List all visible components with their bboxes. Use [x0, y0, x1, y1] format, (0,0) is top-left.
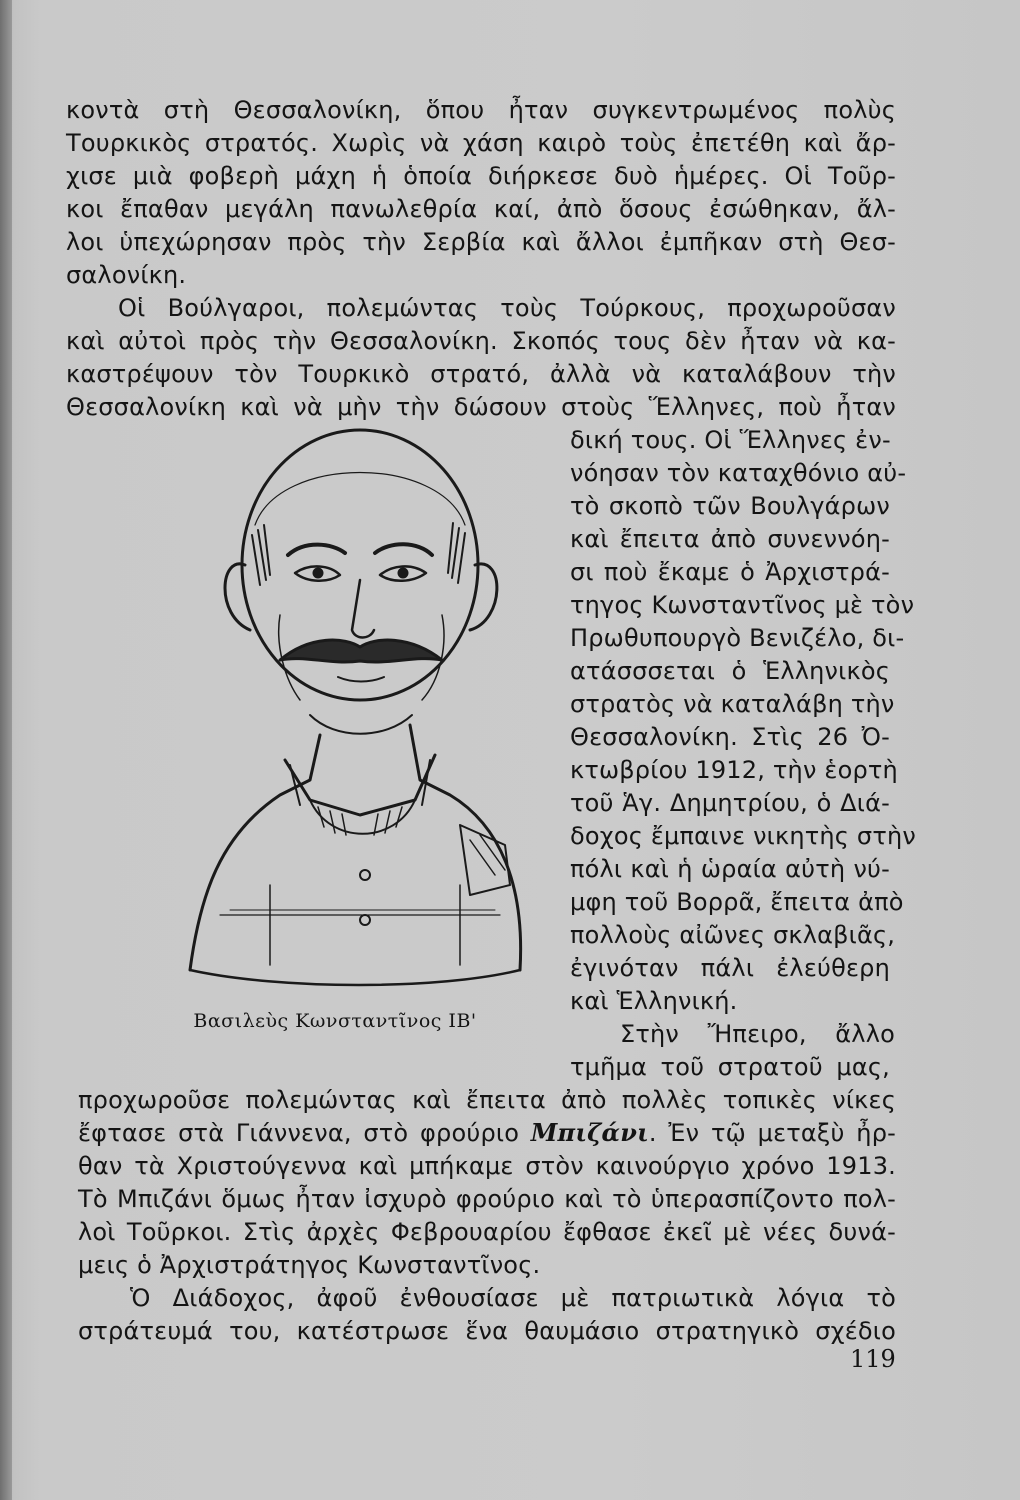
- text-line: Ὁ Διάδοχος, ἀφοῦ ἐνθουσίασε μὲ πατριωτικὰ λόγια τὸ: [130, 1284, 896, 1312]
- text-line: Οἱ Βούλγαροι, πολεμώντας τοὺς Τούρκους, προχωροῦσαν: [118, 294, 896, 322]
- text-line: ατάσσσεται ὁ Ἑλληνικὸς: [570, 657, 890, 685]
- text-line: λοι ὑπεχώρησαν πρὸς τὴν Σερβία καὶ ἄλλοι ἐμπῆκαν στὴ Θεσ-: [66, 228, 896, 256]
- text-line: κτωβρίου 1912, τὴν ἑορτὴ: [570, 756, 898, 784]
- text-line: προχωροῦσε πολεμώντας καὶ ἔπειτα ἀπὸ πολλὲς τοπικὲς νίκες: [78, 1086, 896, 1114]
- text-line: Τουρκικὸς στρατός. Χωρὶς νὰ χάση καιρὸ τοὺς ἐπετέθη καὶ ἄρ-: [66, 129, 896, 157]
- text-line: Θεσσαλονίκη καὶ νὰ μὴν τὴν δώσουν στοὺς Ἕλληνες, ποὺ ἦταν: [66, 393, 896, 421]
- text-line: καὶ Ἑλληνική.: [570, 987, 738, 1015]
- text-line: ἐγινόταν πάλι ἐλεύθερη: [570, 954, 890, 982]
- text-line: δική τους. Οἱ Ἕλληνες ἐν-: [570, 426, 891, 454]
- text-line: καστρέψουν τὸν Τουρκικὸ στρατό, ἀλλὰ νὰ καταλάβουν τὴν: [66, 360, 896, 388]
- text-line: δοχος ἔμπαινε νικητὴς στὴν: [570, 822, 917, 850]
- text-line: Τὸ Μπιζάνι ὅμως ἦταν ἰσχυρὸ φρούριο καὶ τὸ ὑπερασπίζοντο πολ-: [78, 1185, 896, 1213]
- text-line: καὶ ἔπειτα ἀπὸ συνεννόη-: [570, 525, 890, 553]
- text-line: σαλονίκη.: [66, 261, 187, 289]
- page-number: 119: [850, 1345, 896, 1373]
- text-line: σι ποὺ ἔκαμε ὁ Ἀρχιστρά-: [570, 558, 890, 586]
- text-line: στράτευμά του, κατέστρωσε ἕνα θαυμάσιο στρατηγικὸ σχέδιο: [78, 1317, 896, 1345]
- emphasis-bizani: Μπιζάνι: [530, 1118, 649, 1147]
- text-line: Θεσσαλονίκη. Στὶς 26 Ὀ-: [570, 723, 890, 751]
- text-line: τὸ σκοπὸ τῶν Βουλγάρων: [570, 492, 890, 520]
- text-span: ἔφτασε στὰ Γιάννενα, στὸ φρούριο: [78, 1119, 531, 1147]
- portrait-caption: Βασιλεὺς Κωνσταντῖνος ΙΒ': [193, 1010, 477, 1032]
- text-line: τμῆμα τοῦ στρατοῦ μας,: [570, 1053, 890, 1081]
- text-line: πολλοὺς αἰῶνες σκλαβιᾶς,: [570, 921, 896, 949]
- text-line: Πρωθυπουργὸ Βενιζέλο, δι-: [570, 624, 905, 652]
- text-line: μεις ὁ Ἀρχιστράτηγος Κωνσταντῖνος.: [78, 1251, 541, 1279]
- text-span: . Ἐν τῷ μεταξὺ ἦρ-: [648, 1119, 896, 1147]
- text-line: χισε μιὰ φοβερὴ μάχη ἡ ὁποία διήρκεσε δυὸ ἡμέρες. Οἱ Τοῦρ-: [66, 162, 896, 190]
- text-line: πόλι καὶ ἡ ὡραία αὐτὴ νύ-: [570, 855, 890, 883]
- text-line: στρατὸς νὰ καταλάβη τὴν: [570, 690, 895, 718]
- text-line: μφη τοῦ Βορρᾶ, ἔπειτα ἀπὸ: [570, 888, 904, 916]
- text-line: καὶ αὐτοὶ πρὸς τὴν Θεσσαλονίκη. Σκοπός τους δὲν ἦταν νὰ κα-: [66, 327, 896, 355]
- text-line: νόησαν τὸν καταχθόνιο αὐ-: [570, 459, 907, 487]
- text-line: κοι ἔπαθαν μεγάλη πανωλεθρία καί, ἀπὸ ὅσους ἐσώθηκαν, ἄλ-: [66, 195, 896, 223]
- page-binding-edge: [0, 0, 12, 1500]
- text-line: Στὴν Ἤπειρο, ἄλλο: [620, 1020, 895, 1048]
- text-line: τοῦ Ἁγ. Δημητρίου, ὁ Διά-: [570, 789, 890, 817]
- text-line: θαν τὰ Χριστούγεννα καὶ μπήκαμε στὸν καινούργιο χρόνο 1913.: [78, 1152, 896, 1180]
- text-line: [78, 1118, 896, 1148]
- text-line: κοντὰ στὴ Θεσσαλονίκη, ὅπου ἦταν συγκεντρωμένος πολὺς: [66, 96, 896, 124]
- text-line: λοὶ Τοῦρκοι. Στὶς ἀρχὲς Φεβρουαρίου ἔφθασε ἐκεῖ μὲ νέες δυνά-: [78, 1218, 896, 1246]
- text-line: τηγος Κωνσταντῖνος μὲ τὸν: [570, 591, 915, 619]
- portrait-illustration: [160, 415, 560, 1005]
